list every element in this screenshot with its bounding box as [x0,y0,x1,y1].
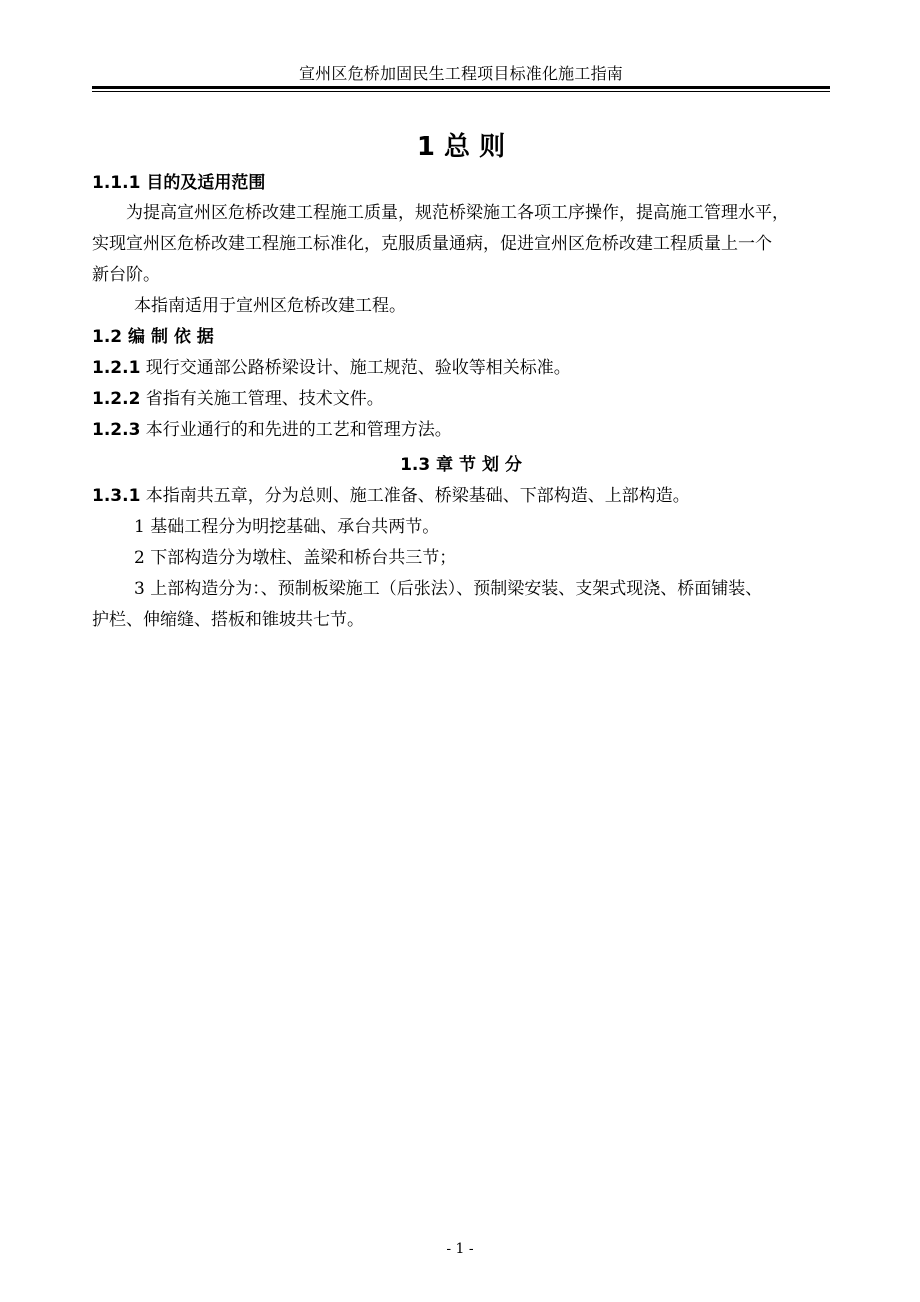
list-item-number: 1.2.3 [92,420,141,440]
paragraph-purpose-line-1: 为提高宣州区危桥改建工程施工质量，规范桥梁施工各项工序操作，提高施工管理水平， [126,203,789,223]
list-item-text: 现行交通部公路桥梁设计、施工规范、验收等相关标准。 [140,358,571,378]
section-heading-1-2: 1.2 编 制 依 据 [92,327,214,347]
sub-item-superstructure-line-1: 3 上部构造分为：、预制板梁施工（后张法）、预制梁安装、支架式现浇、桥面铺装、 [134,579,763,599]
page-number: - 1 - [446,1241,474,1257]
sub-item-superstructure-line-2: 护栏、伸缩缝、搭板和锥坡共七节。 [92,610,364,630]
list-item-number: 1.2.2 [92,389,141,409]
paragraph-purpose-line-3: 新台阶。 [92,265,160,285]
header-rule [92,86,830,89]
sub-item-foundation: 1 基础工程分为明挖基础、承台共两节。 [134,517,440,537]
list-item-1-2-2 [92,388,830,410]
paragraph-purpose-line-2: 实现宣州区危桥改建工程施工标准化，克服质量通病，促进宣州区危桥改建工程质量上一个 [92,234,772,254]
section-heading-1-3: 1.3 章 节 划 分 [400,455,522,475]
sub-item-substructure: 2 下部构造分为墩柱、盖梁和桥台共三节； [134,548,457,568]
list-item-1-2-1 [92,357,830,379]
list-item-1-3-1 [92,485,830,507]
list-item-text: 本指南共五章，分为总则、施工准备、桥梁基础、下部构造、上部构造。 [140,486,690,506]
running-header: 宣州区危桥加固民生工程项目标准化施工指南 [298,64,623,83]
header-rule-secondary [92,91,830,92]
list-item-number: 1.3.1 [92,486,141,506]
paragraph-scope: 本指南适用于宣州区危桥改建工程。 [134,296,406,316]
list-item-text: 省指有关施工管理、技术文件。 [140,389,384,409]
list-item-text: 本行业通行的和先进的工艺和管理方法。 [140,420,452,440]
section-heading-1-1-1: 1.1.1 目的及适用范围 [92,173,266,193]
list-item-number: 1.2.1 [92,358,141,378]
list-item-1-2-3 [92,419,830,441]
chapter-title: 1 总 则 [416,132,506,162]
